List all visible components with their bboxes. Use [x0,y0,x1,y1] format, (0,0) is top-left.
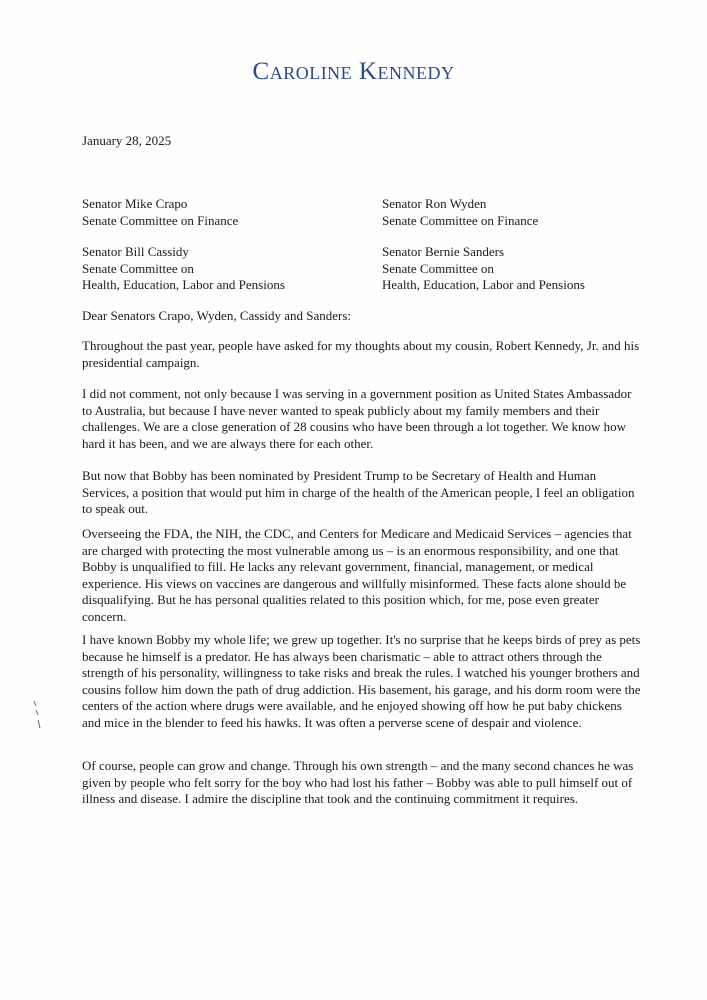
recipient-name: Senator Bill Cassidy [82,244,189,259]
recipient-committee: Senate Committee on [382,260,494,276]
body-paragraph-3: But now that Bobby has been nominated by President Trump to be Secretary of Health and Human Services, a position that would put him in charge of the health of the American people, I feel an obligation to speak out. [82,468,635,516]
recipient-block-crapo [82,196,238,229]
recipient-block-cassidy [82,244,285,294]
recipient-name: Senator Ron Wyden [382,196,487,211]
body-paragraph-6: Of course, people can grow and change. Through his own strength – and the many second chances he was given by people who felt sorry for the boy who had lost his father – Bobby was able to pull himself out of illness and disease. I admire the discipline that took and the continuing commitment it requires. [82,758,634,806]
body-paragraph-2: I did not comment, not only because I was serving in a government position as United States Ambassador to Australia, but because I have never wanted to speak publicly about my family members and their challenges. We are a close generation of 28 cousins who have been through a lot together. We know how hard it has been, and we are always there for each other. [82,386,632,451]
recipient-committee-name: Health, Education, Labor and Pensions [82,277,285,292]
body-paragraph-1: Throughout the past year, people have asked for my thoughts about my cousin, Robert Kennedy, Jr. and his presidential campaign. [82,338,640,370]
body-paragraph-4: Overseeing the FDA, the NIH, the CDC, and Centers for Medicare and Medicaid Services – agencies that are charged with protecting the most vulnerable among us – is an enormous responsibility, and one that Bobby is unqualified to fill. He lacks any relevant government, financial, management, or medical experience. His views on vaccines are dangerous and willfully misinformed. These facts alone should be disqualifying. But he has personal qualities related to this position which, for me, pose even greater concern. [82,526,632,624]
recipient-committee: Senate Committee on Finance [382,212,539,228]
recipient-name: Senator Bernie Sanders [382,244,505,259]
body-paragraph-5: I have known Bobby my whole life; we grew up together. It's no surprise that he keeps birds of prey as pets because he himself is a predator. He has always been charismatic – able to attract others through the strength of his personality, willingness to take risks and break the rules. I watched his younger brothers and cousins follow him down the path of drug addiction. His basement, his garage, and his dorm room were the centers of the action where drugs were available, and he enjoyed showing off how he put baby chickens and mice in the blender to feed his hawks. It was often a perverse scene of despair and violence. [82,632,641,730]
recipient-block-sanders [382,244,585,294]
letter-date: January 28, 2025 [82,133,172,148]
recipient-committee: Senate Committee on Finance [82,212,239,228]
salutation: Dear Senators Crapo, Wyden, Cassidy and Sanders: [82,308,352,323]
recipient-committee-name: Health, Education, Labor and Pensions [382,277,585,292]
recipient-block-wyden [382,196,538,229]
recipient-committee: Senate Committee on [82,260,194,276]
letterhead: Caroline Kennedy [252,58,455,85]
scan-margin-mark [33,700,41,730]
recipient-name: Senator Mike Crapo [82,196,188,211]
